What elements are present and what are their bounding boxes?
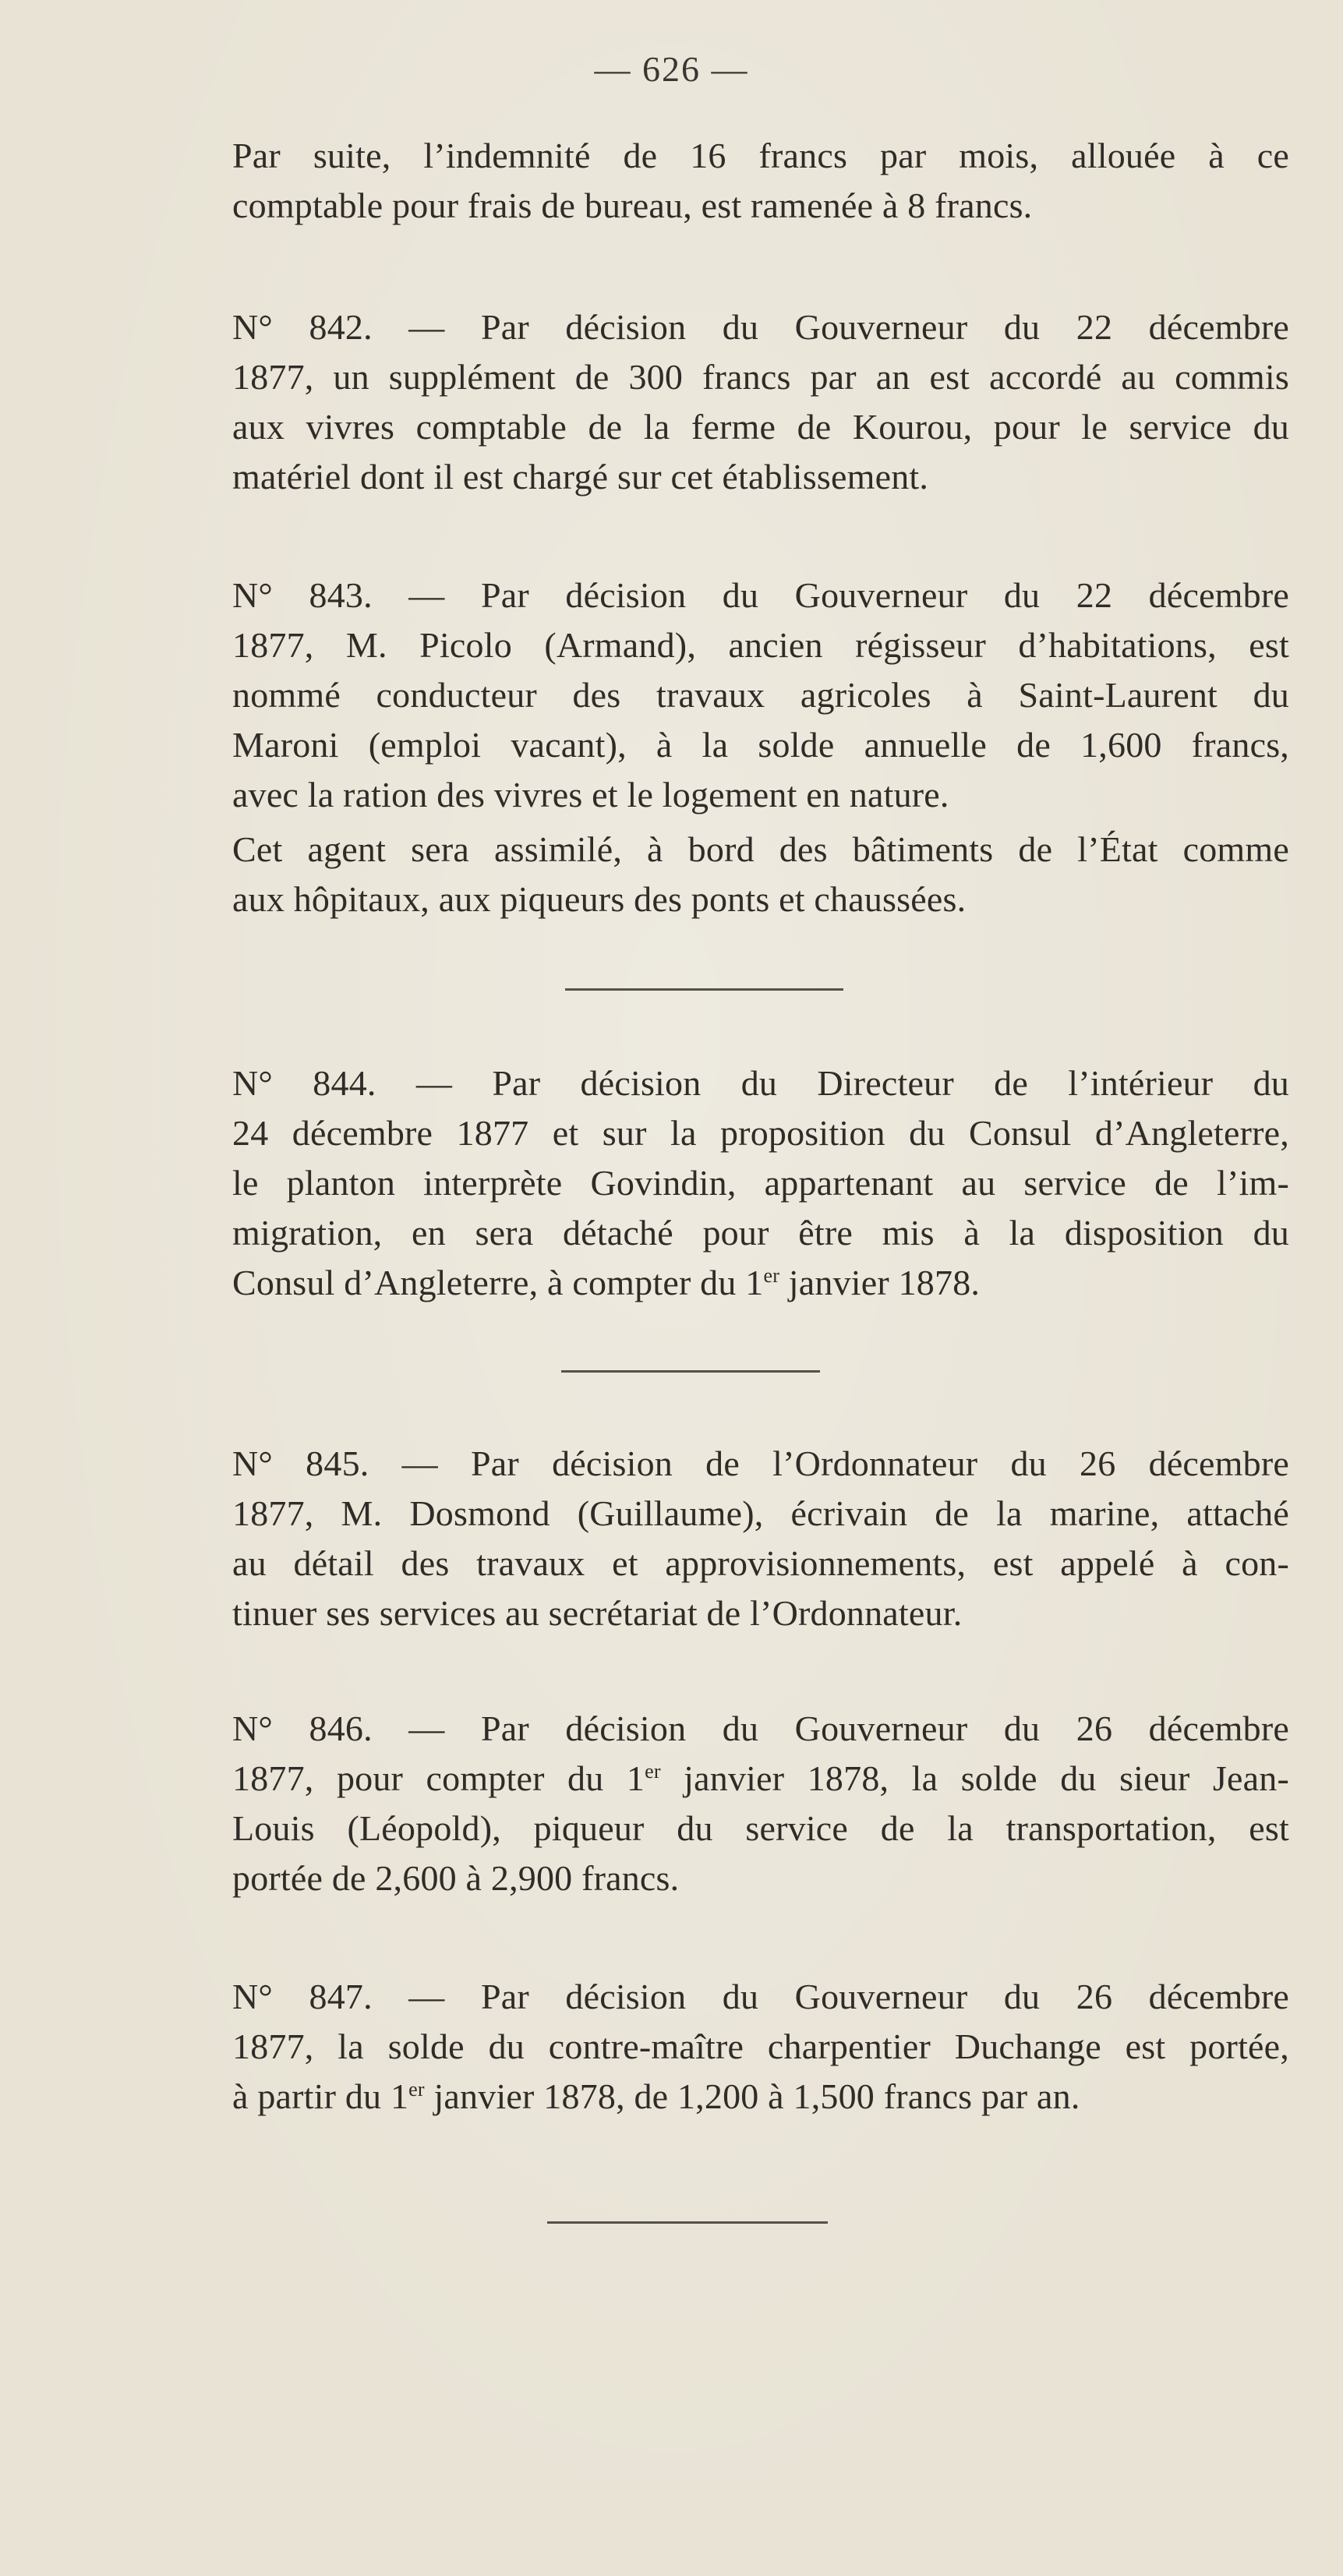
paragraph-844 (100, 1058, 1289, 1308)
text-line: 1877, M. Dosmond (Guillaume), écrivain de la marine, attaché (232, 1493, 1289, 1533)
text-line: tinuer ses services au secrétariat de l’Ordonnateur. (232, 1593, 963, 1633)
text-line: matériel dont il est chargé sur cet établissement. (232, 457, 929, 496)
section-divider (561, 1370, 820, 1373)
paragraph-text (100, 131, 1289, 231)
paragraph-847 (100, 1972, 1289, 2122)
paragraph-843-continued (100, 825, 1289, 924)
text-line: 1877, M. Picolo (Armand), ancien régisseur d’habitations, est (232, 625, 1289, 665)
paragraph-text (100, 1972, 1289, 2122)
text-line: à partir du 1er janvier 1878, de 1,200 à 1,500 francs par an. (232, 2076, 1080, 2116)
text-line: comptable pour frais de bureau, est ramenée à 8 francs. (232, 186, 1033, 225)
text-line: Cet agent sera assimilé, à bord des bâtiments de l’État comme (232, 829, 1289, 869)
text-line: Consul d’Angleterre, à compter du 1er janvier 1878. (232, 1263, 981, 1302)
paragraph-intro (100, 131, 1289, 231)
paragraph-842 (100, 302, 1289, 502)
paragraph-text (100, 571, 1289, 820)
paragraph-text (100, 302, 1289, 502)
text-line: Par suite, l’indemnité de 16 francs par mois, allouée à ce (232, 136, 1289, 175)
text-line: N° 846. — Par décision du Gouverneur du 26 décembre (232, 1708, 1289, 1748)
paragraph-845 (100, 1439, 1289, 1638)
text-line: portée de 2,600 à 2,900 francs. (232, 1858, 680, 1898)
paragraph-text (100, 1058, 1289, 1308)
text-line: aux hôpitaux, aux piqueurs des ponts et chaussées. (232, 879, 967, 919)
section-divider (547, 2221, 828, 2224)
text-line: 1877, un supplément de 300 francs par an est accordé au commis (232, 357, 1289, 397)
text-line: migration, en sera détaché pour être mis à la disposition du (232, 1213, 1289, 1253)
text-line: le planton interprète Govindin, appartenant au service de l’im- (232, 1163, 1289, 1203)
paragraph-text (100, 1704, 1289, 1903)
text-line: N° 843. — Par décision du Gouverneur du 22 décembre (232, 575, 1289, 615)
paragraph-846 (100, 1704, 1289, 1903)
text-line: N° 847. — Par décision du Gouverneur du 26 décembre (232, 1977, 1289, 2016)
text-line: N° 842. — Par décision du Gouverneur du 22 décembre (232, 307, 1289, 347)
text-line: Louis (Léopold), piqueur du service de la transportation, est (232, 1808, 1289, 1848)
paragraph-text (100, 1439, 1289, 1638)
paragraph-text (100, 825, 1289, 924)
text-line: N° 844. — Par décision du Directeur de l’intérieur du (232, 1063, 1289, 1103)
text-line: avec la ration des vivres et le logement en nature. (232, 775, 949, 814)
text-line: 24 décembre 1877 et sur la proposition du Consul d’Angleterre, (232, 1113, 1289, 1153)
text-line: 1877, pour compter du 1er janvier 1878, la solde du sieur Jean- (232, 1758, 1289, 1798)
text-line: Maroni (emploi vacant), à la solde annuelle de 1,600 francs, (232, 725, 1289, 765)
section-divider (565, 988, 843, 991)
text-line: N° 845. — Par décision de l’Ordonnateur du 26 décembre (232, 1443, 1289, 1483)
text-line: aux vivres comptable de la ferme de Kourou, pour le service du (232, 407, 1289, 447)
text-line: 1877, la solde du contre-maître charpentier Duchange est portée, (232, 2027, 1289, 2066)
text-line: au détail des travaux et approvisionnements, est appelé à con- (232, 1543, 1289, 1583)
text-line: nommé conducteur des travaux agricoles à Saint-Laurent du (232, 675, 1289, 715)
paragraph-843 (100, 571, 1289, 820)
page-number: — 626 — (594, 49, 749, 89)
